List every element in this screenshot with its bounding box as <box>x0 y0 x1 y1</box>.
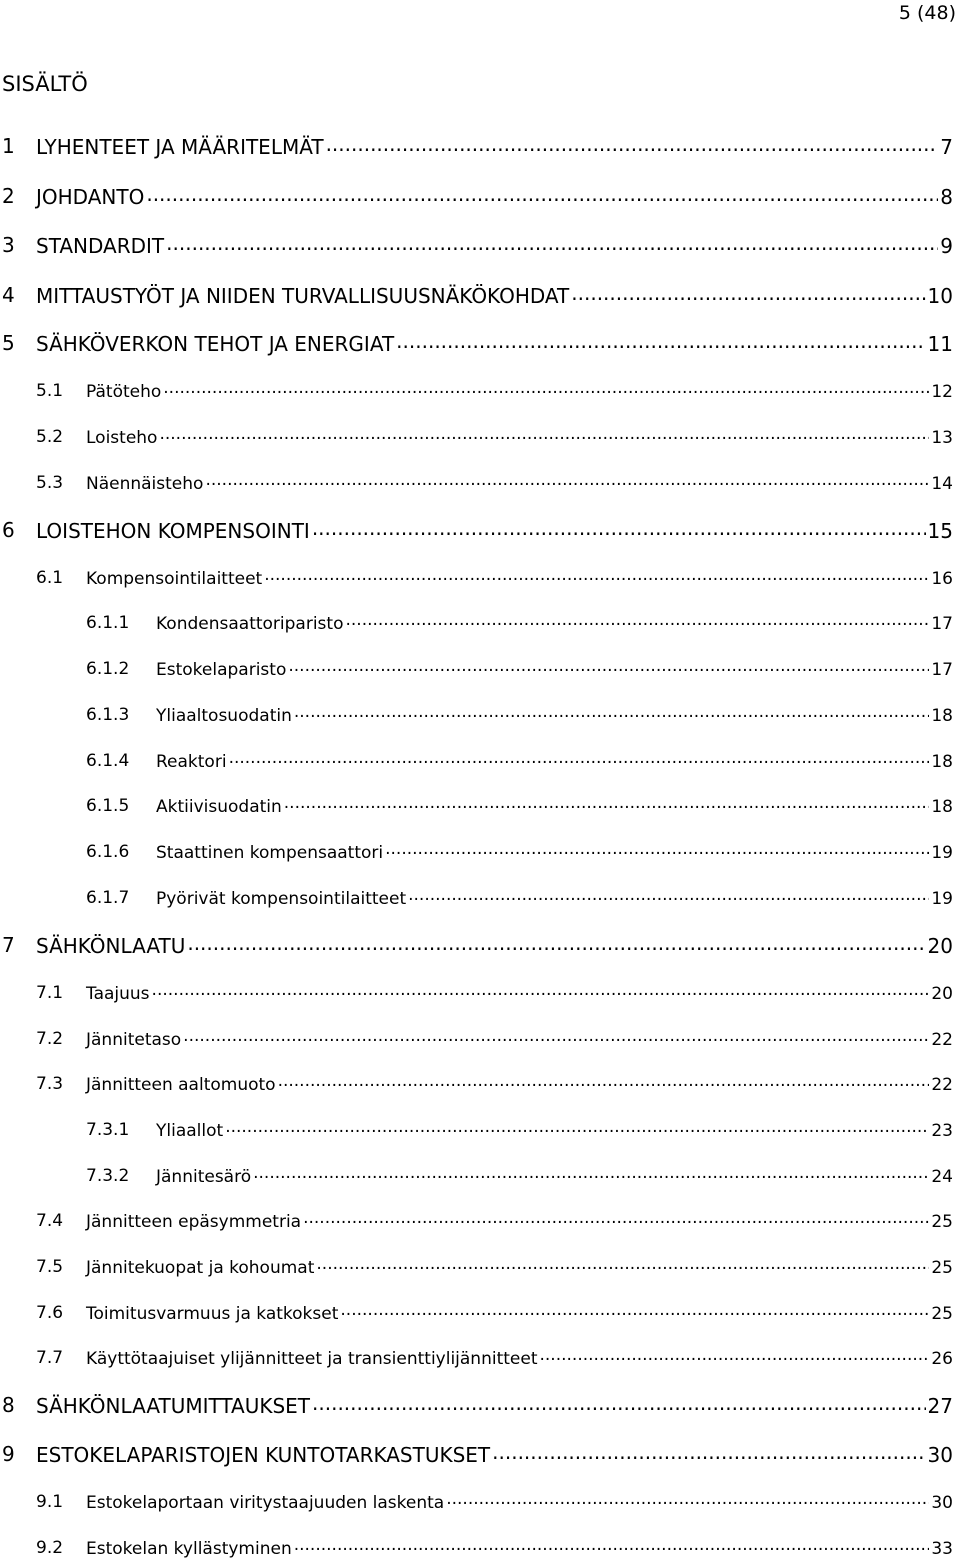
toc-entry-page: 20 <box>931 984 953 1004</box>
toc-entry[interactable] <box>0 612 953 635</box>
toc-entry-number: 6.1.6 <box>86 842 130 862</box>
toc-entry-page: 26 <box>931 1349 953 1369</box>
toc-entry-number: 7.7 <box>36 1348 64 1368</box>
toc-entry-label: Estokelaportaan viritystaajuuden laskenta <box>86 1493 445 1513</box>
dot-leader <box>408 887 929 904</box>
toc-entry-number: 9.1 <box>36 1492 64 1512</box>
toc-entry-page: 14 <box>931 474 953 494</box>
page-number: 5 (48) <box>898 2 956 24</box>
toc-entry-number: 6.1.3 <box>86 705 130 725</box>
toc-entry-number: 2 <box>2 184 15 208</box>
toc-entry[interactable] <box>0 1119 953 1142</box>
dot-leader <box>152 982 930 999</box>
toc-entry-number: 9.2 <box>36 1538 64 1558</box>
toc-entry-label: Kompensointilaitteet <box>86 569 263 589</box>
toc-entry-page: 30 <box>927 1443 953 1467</box>
toc-entry-page: 30 <box>931 1493 953 1513</box>
toc-entry-label: Näennäisteho <box>86 474 204 494</box>
toc-entry-label: Jännitetaso <box>86 1030 182 1050</box>
dot-leader <box>159 426 929 443</box>
dot-leader <box>187 933 925 953</box>
dot-leader <box>340 1302 929 1319</box>
toc-entry-number: 6.1.7 <box>86 888 130 908</box>
dot-leader <box>385 841 929 858</box>
toc-entry-page: 25 <box>931 1258 953 1278</box>
toc-entry-label: SÄHKÖVERKON TEHOT JA ENERGIAT <box>36 332 395 356</box>
toc-entry-page: 22 <box>931 1030 953 1050</box>
toc-entry[interactable] <box>0 1491 953 1514</box>
toc-entry[interactable] <box>0 472 953 495</box>
toc-entry[interactable] <box>0 1537 953 1560</box>
toc-entry[interactable] <box>0 704 953 727</box>
toc-entry[interactable] <box>0 933 953 958</box>
toc-entry[interactable] <box>0 887 953 910</box>
toc-entry-label: Staattinen kompensaattori <box>156 843 384 863</box>
dot-leader <box>229 750 930 767</box>
toc-entry-page: 33 <box>931 1539 953 1559</box>
toc-entry-label: Pyörivät kompensointilaitteet <box>156 889 407 909</box>
toc-entry[interactable] <box>0 283 953 308</box>
toc-entry-number: 5.2 <box>36 427 64 447</box>
toc-entry-page: 25 <box>931 1304 953 1324</box>
dot-leader <box>540 1347 930 1364</box>
toc-entry-number: 5.1 <box>36 381 64 401</box>
toc-entry[interactable] <box>0 184 953 209</box>
toc-entry-page: 18 <box>931 797 953 817</box>
toc-entry-number: 7.3 <box>36 1074 64 1094</box>
toc-entry-number: 6.1.4 <box>86 751 130 771</box>
toc-entry-label: ESTOKELAPARISTOJEN KUNTOTARKASTUKSET <box>36 1443 491 1467</box>
dot-leader <box>146 184 938 204</box>
toc-entry-label: SÄHKÖNLAATUMITTAUKSET <box>36 1394 311 1418</box>
dot-leader <box>312 518 926 538</box>
toc-entry[interactable] <box>0 331 953 356</box>
toc-entry[interactable] <box>0 658 953 681</box>
toc-entry[interactable] <box>0 1073 953 1096</box>
toc-entry-number: 4 <box>2 283 15 307</box>
toc-entry-label: Yliaaltosuodatin <box>156 706 292 726</box>
toc-entry-number: 6 <box>2 518 15 542</box>
toc-entry[interactable] <box>0 1028 953 1051</box>
toc-entry-label: Kondensaattoriparisto <box>156 614 344 634</box>
toc-entry-page: 13 <box>931 428 953 448</box>
toc-entry-page: 27 <box>927 1394 953 1418</box>
toc-entry-number: 7.4 <box>36 1211 64 1231</box>
dot-leader <box>326 134 939 154</box>
toc-entry-label: Pätöteho <box>86 382 162 402</box>
toc-entry-label: Taajuus <box>86 984 150 1004</box>
dot-leader <box>446 1491 929 1508</box>
dot-leader <box>288 658 929 675</box>
toc-entry-label: MITTAUSTYÖT JA NIIDEN TURVALLISUUSNÄKÖKOHDAT <box>36 284 570 308</box>
toc-entry-page: 11 <box>927 332 953 356</box>
toc-entry-number: 1 <box>2 134 15 158</box>
toc-entry[interactable] <box>0 841 953 864</box>
toc-entry-label: Jännitekuopat ja kohoumat <box>86 1258 315 1278</box>
toc-entry-number: 7.3.2 <box>86 1166 130 1186</box>
dot-leader <box>312 1393 926 1413</box>
toc-entry-label: SÄHKÖNLAATU <box>36 934 186 958</box>
toc-entry-page: 15 <box>927 519 953 543</box>
dot-leader <box>183 1028 929 1045</box>
toc-entry-page: 22 <box>931 1075 953 1095</box>
dot-leader <box>294 1537 930 1554</box>
toc-entry-number: 7.5 <box>36 1257 64 1277</box>
toc-entry-page: 24 <box>931 1167 953 1187</box>
toc-entry-page: 9 <box>940 234 953 258</box>
toc-entry-label: Jännitteen epäsymmetria <box>86 1212 302 1232</box>
toc-entry-page: 8 <box>940 185 953 209</box>
toc-entry-number: 7.2 <box>36 1029 64 1049</box>
dot-leader <box>253 1165 929 1182</box>
toc-entry-page: 12 <box>931 382 953 402</box>
toc-entry-label: Jännitteen aaltomuoto <box>86 1075 276 1095</box>
toc-entry[interactable] <box>0 1302 953 1325</box>
toc-entry-page: 18 <box>931 752 953 772</box>
toc-entry-label: Jännitesärö <box>156 1167 252 1187</box>
dot-leader <box>303 1210 929 1227</box>
toc-entry-label: Reaktori <box>156 752 227 772</box>
toc-entry-page: 10 <box>927 284 953 308</box>
toc-entry[interactable] <box>0 567 953 590</box>
toc-entry-number: 6.1 <box>36 568 64 588</box>
toc-entry[interactable] <box>0 1442 953 1467</box>
toc-entry-label: Toimitusvarmuus ja katkokset <box>86 1304 339 1324</box>
dot-leader <box>205 472 929 489</box>
dot-leader <box>571 283 925 303</box>
toc-entry[interactable] <box>0 1210 953 1233</box>
toc-entry[interactable] <box>0 1393 953 1418</box>
toc-entry-label: STANDARDIT <box>36 234 165 258</box>
toc-entry-number: 7 <box>2 933 15 957</box>
toc-entry-label: LOISTEHON KOMPENSOINTI <box>36 519 310 543</box>
toc-entry[interactable] <box>0 1165 953 1188</box>
toc-entry-number: 5 <box>2 331 15 355</box>
dot-leader <box>345 612 929 629</box>
toc-entry-label: Yliaallot <box>156 1121 224 1141</box>
dot-leader <box>396 331 925 351</box>
toc-entry-page: 7 <box>940 135 953 159</box>
toc-entry-number: 7.1 <box>36 983 64 1003</box>
dot-leader <box>166 233 938 253</box>
toc-entry-label: Käyttötaajuiset ylijännitteet ja transienttiylijännitteet <box>86 1349 538 1369</box>
toc-entry[interactable] <box>0 982 953 1005</box>
toc-entry-label: JOHDANTO <box>36 185 145 209</box>
toc-entry-label: Estokelan kyllästyminen <box>86 1539 292 1559</box>
toc-entry-page: 19 <box>931 843 953 863</box>
toc-entry-page: 18 <box>931 706 953 726</box>
toc-entry[interactable] <box>0 795 953 818</box>
dot-leader <box>264 567 929 584</box>
toc-entry[interactable] <box>0 233 953 258</box>
dot-leader <box>492 1442 925 1462</box>
toc-entry[interactable] <box>0 1256 953 1279</box>
toc-entry-label: LYHENTEET JA MÄÄRITELMÄT <box>36 135 324 159</box>
toc-entry-number: 7.3.1 <box>86 1120 130 1140</box>
toc-entry-number: 6.1.1 <box>86 613 130 633</box>
dot-leader <box>316 1256 929 1273</box>
toc-entry-page: 17 <box>931 660 953 680</box>
dot-leader <box>294 704 930 721</box>
toc-entry-number: 6.1.2 <box>86 659 130 679</box>
toc-entry-page: 23 <box>931 1121 953 1141</box>
toc-entry-label: Aktiivisuodatin <box>156 797 282 817</box>
toc-entry-number: 9 <box>2 1442 15 1466</box>
toc-entry-number: 8 <box>2 1393 15 1417</box>
toc-entry-page: 20 <box>927 934 953 958</box>
toc-entry-page: 16 <box>931 569 953 589</box>
toc-entry[interactable] <box>0 380 953 403</box>
toc-entry-number: 7.6 <box>36 1303 64 1323</box>
dot-leader <box>225 1119 929 1136</box>
toc-entry[interactable] <box>0 750 953 773</box>
toc-entry-number: 3 <box>2 233 15 257</box>
toc-entry-page: 25 <box>931 1212 953 1232</box>
toc-entry-label: Loisteho <box>86 428 158 448</box>
toc-entry[interactable] <box>0 1347 953 1370</box>
toc-entry[interactable] <box>0 426 953 449</box>
dot-leader <box>284 795 930 812</box>
toc-entry-page: 17 <box>931 614 953 634</box>
toc-entry-number: 6.1.5 <box>86 796 130 816</box>
toc-entry-label: Estokelaparisto <box>156 660 287 680</box>
toc-entry[interactable] <box>0 134 953 159</box>
toc-title: SISÄLTÖ <box>2 72 88 96</box>
toc-entry[interactable] <box>0 518 953 543</box>
dot-leader <box>278 1073 930 1090</box>
toc-entry-number: 5.3 <box>36 473 64 493</box>
toc-entry-page: 19 <box>931 889 953 909</box>
dot-leader <box>163 380 929 397</box>
